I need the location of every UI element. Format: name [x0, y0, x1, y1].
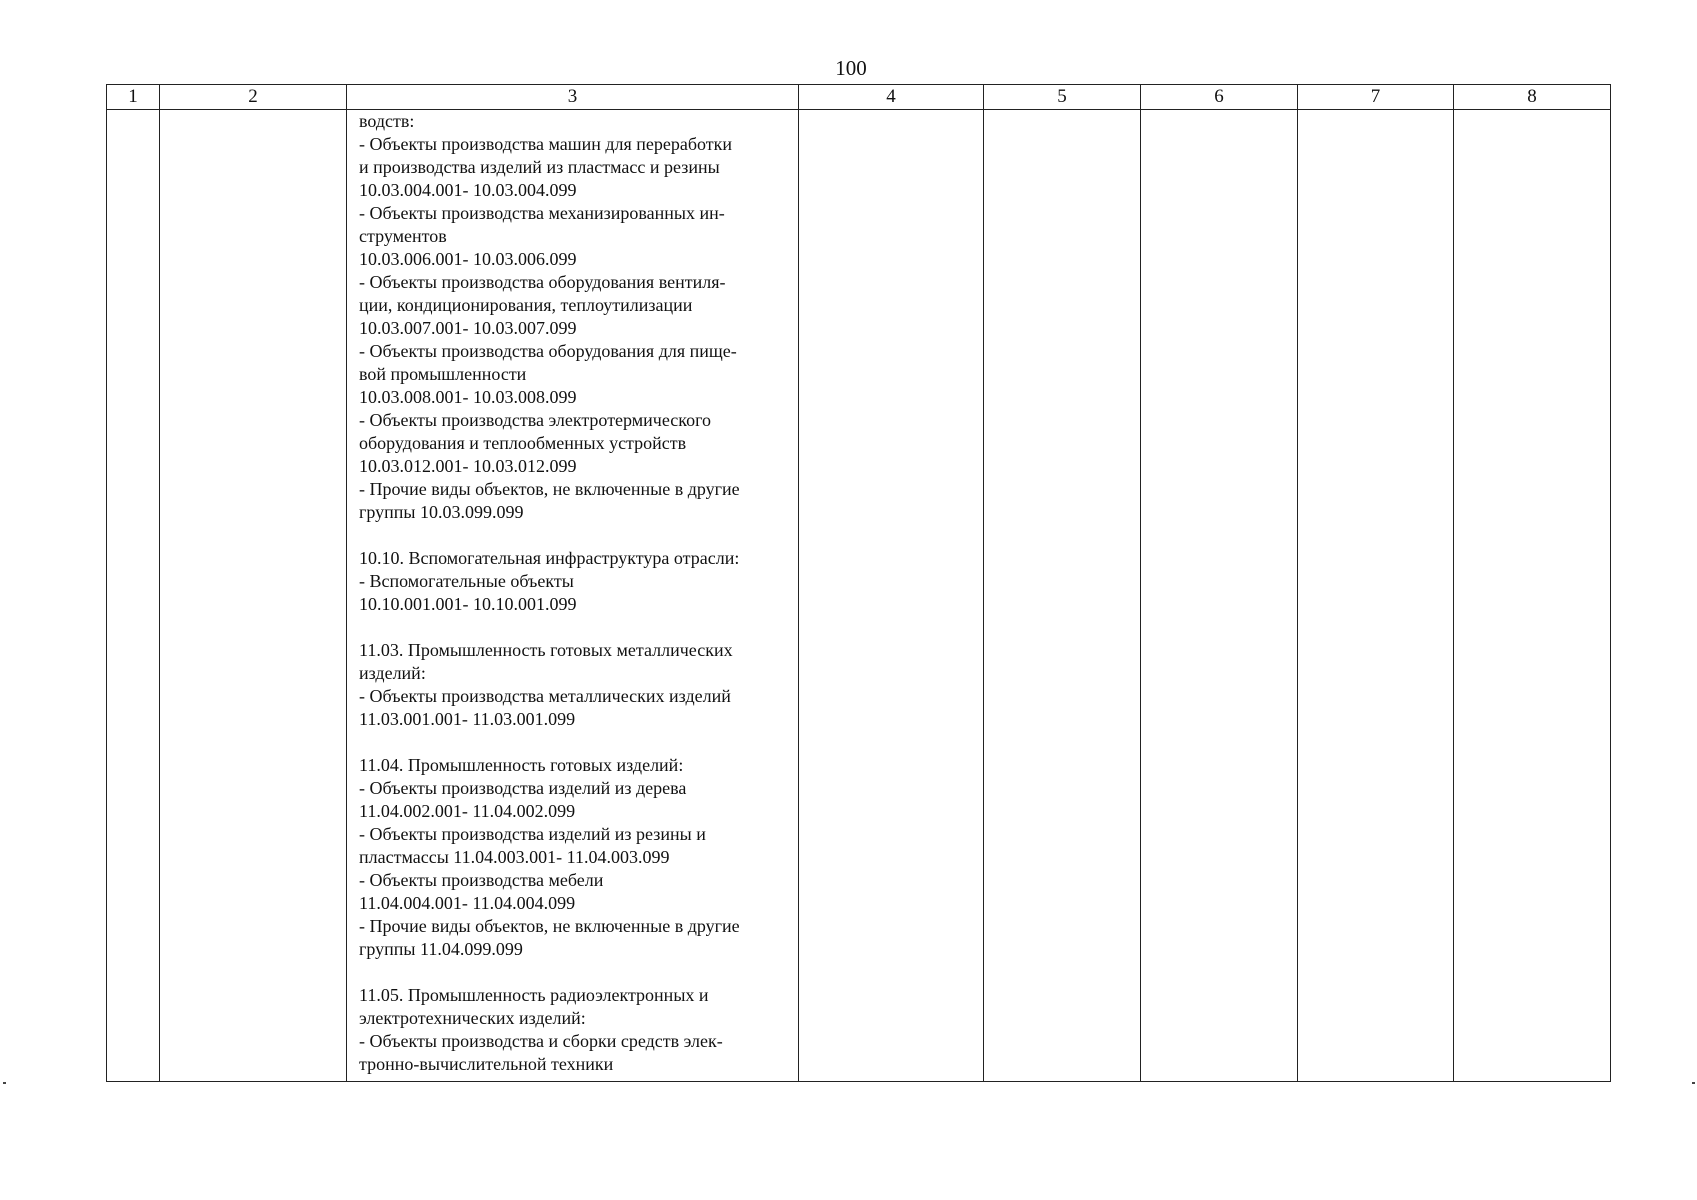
cell-col-8: [1454, 110, 1611, 1082]
document-table: [106, 84, 1611, 1082]
column-header-7: 7: [1298, 85, 1454, 110]
column-header-8: 8: [1454, 85, 1611, 110]
table-row: [107, 110, 1611, 1082]
column-header-1: 1: [107, 85, 160, 110]
cell-col-7: [1298, 110, 1454, 1082]
column-header-3: 3: [347, 85, 799, 110]
cell-col-6: [1141, 110, 1298, 1082]
scan-edge-mark-left: [3, 1082, 6, 1084]
object-list-text: водств: - Объекты производства машин для переработки и производства изделий из пластмасс и резины 10.03.004.001- 10.03.004.099 - Объекты производства механизированных ин- струментов 10.03.006.001- 10.03.006.099 - Объекты производства оборудования вентиля- ции, кондиционирования, теплоутилизации 10.03.007.001- 10.03.007.099 - Объекты производства оборудования для пище- вой промышленности 10.03.008.001- 10.03.008.099 - Объекты производства электротермического оборудования и теплообменных устройств 10.03.012.001- 10.03.012.099 - Прочие виды объектов, не включенные в другие группы 10.03.099.099 10.10. Вспомогательная инфраструктура отрасли: - Вспомогательные объекты 10.10.001.001- 10.10.001.099 11.03. Промышленность готовых металлических изделий: - Объекты производства металлических изделий 11.03.001.001- 11.03.001.099 11.04. Промышленность готовых изделий: - Объекты производства изделий из дерева 11.04.002.001- 11.04.002.099 - Объекты производства изделий из резины и пластмассы 11.04.003.001- 11.04.003.099 - Объекты производства мебели 11.04.004.001- 11.04.004.099 - Прочие виды объектов, не включенные в другие группы 11.04.099.099 11.05. Промышленность радиоэлектронных и электротехнических изделий: - Объекты производства и сборки средств элек- тронно-вычислительной техники: [359, 111, 740, 1074]
table-header-row: [107, 85, 1611, 110]
column-header-4: 4: [799, 85, 984, 110]
scan-edge-mark-right: [1692, 1082, 1695, 1084]
cell-col-1: [107, 110, 160, 1082]
cell-col-4: [799, 110, 984, 1082]
column-header-2: 2: [160, 85, 347, 110]
page-number: 100: [835, 56, 867, 80]
cell-col-2: [160, 110, 347, 1082]
column-header-5: 5: [984, 85, 1141, 110]
column-header-6: 6: [1141, 85, 1298, 110]
cell-col-5: [984, 110, 1141, 1082]
cell-col-3: [347, 110, 799, 1082]
